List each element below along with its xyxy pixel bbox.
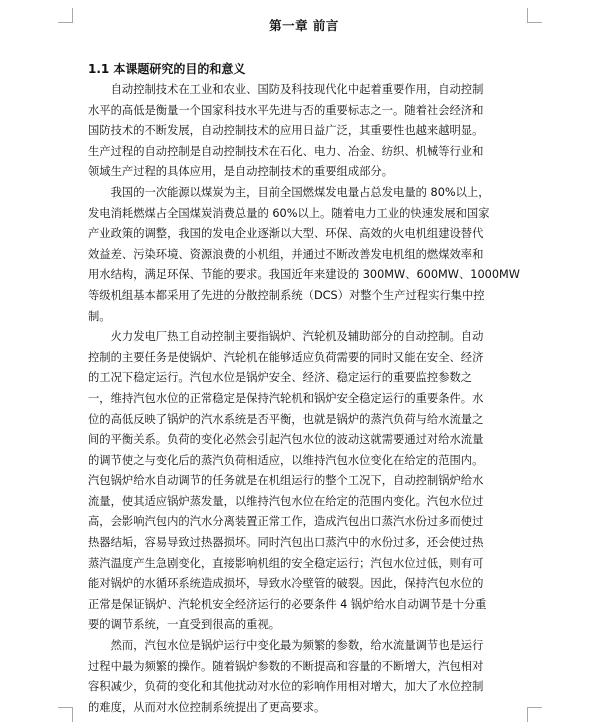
section-title: 1.1 本课题研究的目的和意义	[88, 62, 246, 76]
paragraph-2: 我国的一次能源以煤炭为主，目前全国燃煤发电量占总发电量的 80%以上， 发电消耗燃煤占全国煤炭消费总量的 60%以上。随着电力工业的快速发展和国家 产业政策的调整，我国的发电企业逐渐以大型、环保、高效的火电机组建设替代 效益差、污染环境、资源浪费的小机组，并通过不断改善发电机组的燃煤效率和 用水结构，满足环保、节能的要求。我国近年来建设的 300MW、600MW、1000MW 等级机组基本都采用了先进的分散控制系统（DCS）对整个生产过程实行集中控 制。	[88, 185, 520, 323]
chapter-title: 第一章 前言	[269, 18, 339, 33]
paragraph-3: 火力发电厂热工自动控制主要指锅炉、汽轮机及辅助部分的自动控制。自动 控制的主要任务是使锅炉、汽轮机在能够适应负荷需要的同时又能在安全、经济 的工况下稳定运行。汽包水位是锅炉安全、经济、稳定运行的重要监控参数之 一，维持汽包水位的正常稳定是保持汽轮机和锅炉安全稳定运行的重要条件。水 位的高低反映了锅炉的汽水系统是否平衡，也就是锅炉的蒸汽负荷与给水流量之 间的平衡关系。负荷的变化必然会引起汽包水位的波动这就需要通过对给水流量 的调节使之与变化后的蒸汽负荷相适应，以维持汽包水位变化在给定的范围内。 汽包锅炉给水自动调节的任务就是在机组运行的整个工况下，自动控制锅炉给水 流量，使其适应锅炉蒸发量，以维持汽包水位在给定的范围内变化。汽包水位过 高，会影响汽包内的汽水分离装置正常工作，造成汽包出口蒸汽水份过多而使过 热器结垢，容易导致过热器损坏。同时汽包出口蒸汽中的水份过多，还会使过热 蒸汽温度产生急剧变化，直接影响机组的安全稳定运行；汽包水位过低，则有可 能对锅炉的水循环系统造成损坏，导致水冷壁管的破裂。因此，保持汽包水位的 正常是保证锅炉、汽轮机安全经济运行的必要条件 4 锅炉给水自动调节是十分重 要的调节系统，一直受到很高的重视。	[88, 330, 487, 632]
crop-mark-top-left	[58, 8, 73, 23]
paragraph-1: 自动控制技术在工业和农业、国防及科技现代化中起着重要作用，自动控制 水平的高低是衡量一个国家科技水平先进与否的重要标志之一。随着社会经济和 国防技术的不断发展，自动控制技术的应用日益广泛，其重要性也越来越明显。 生产过程的自动控制是自动控制技术在石化、电力、冶金、纺织、机械等行业和 领域生产过程的具体应用，是自动控制技术的重要组成部分。	[88, 83, 484, 179]
crop-mark-bottom-right	[527, 707, 542, 722]
crop-mark-bottom-left	[58, 707, 73, 722]
document-page	[88, 16, 520, 718]
paragraph-4: 然而，汽包水位是锅炉运行中变化最为频繁的参数，给水流量调节也是运行 过程中最为频繁的操作。随着锅炉参数的不断提高和容量的不断增大，汽包相对 容积减少，负荷的变化和其他扰动对水位的彩响作用相对增大，加大了水位控制 的难度，从而对水位控制系统提出了更高要求。	[88, 639, 484, 714]
crop-mark-top-right	[527, 8, 542, 23]
